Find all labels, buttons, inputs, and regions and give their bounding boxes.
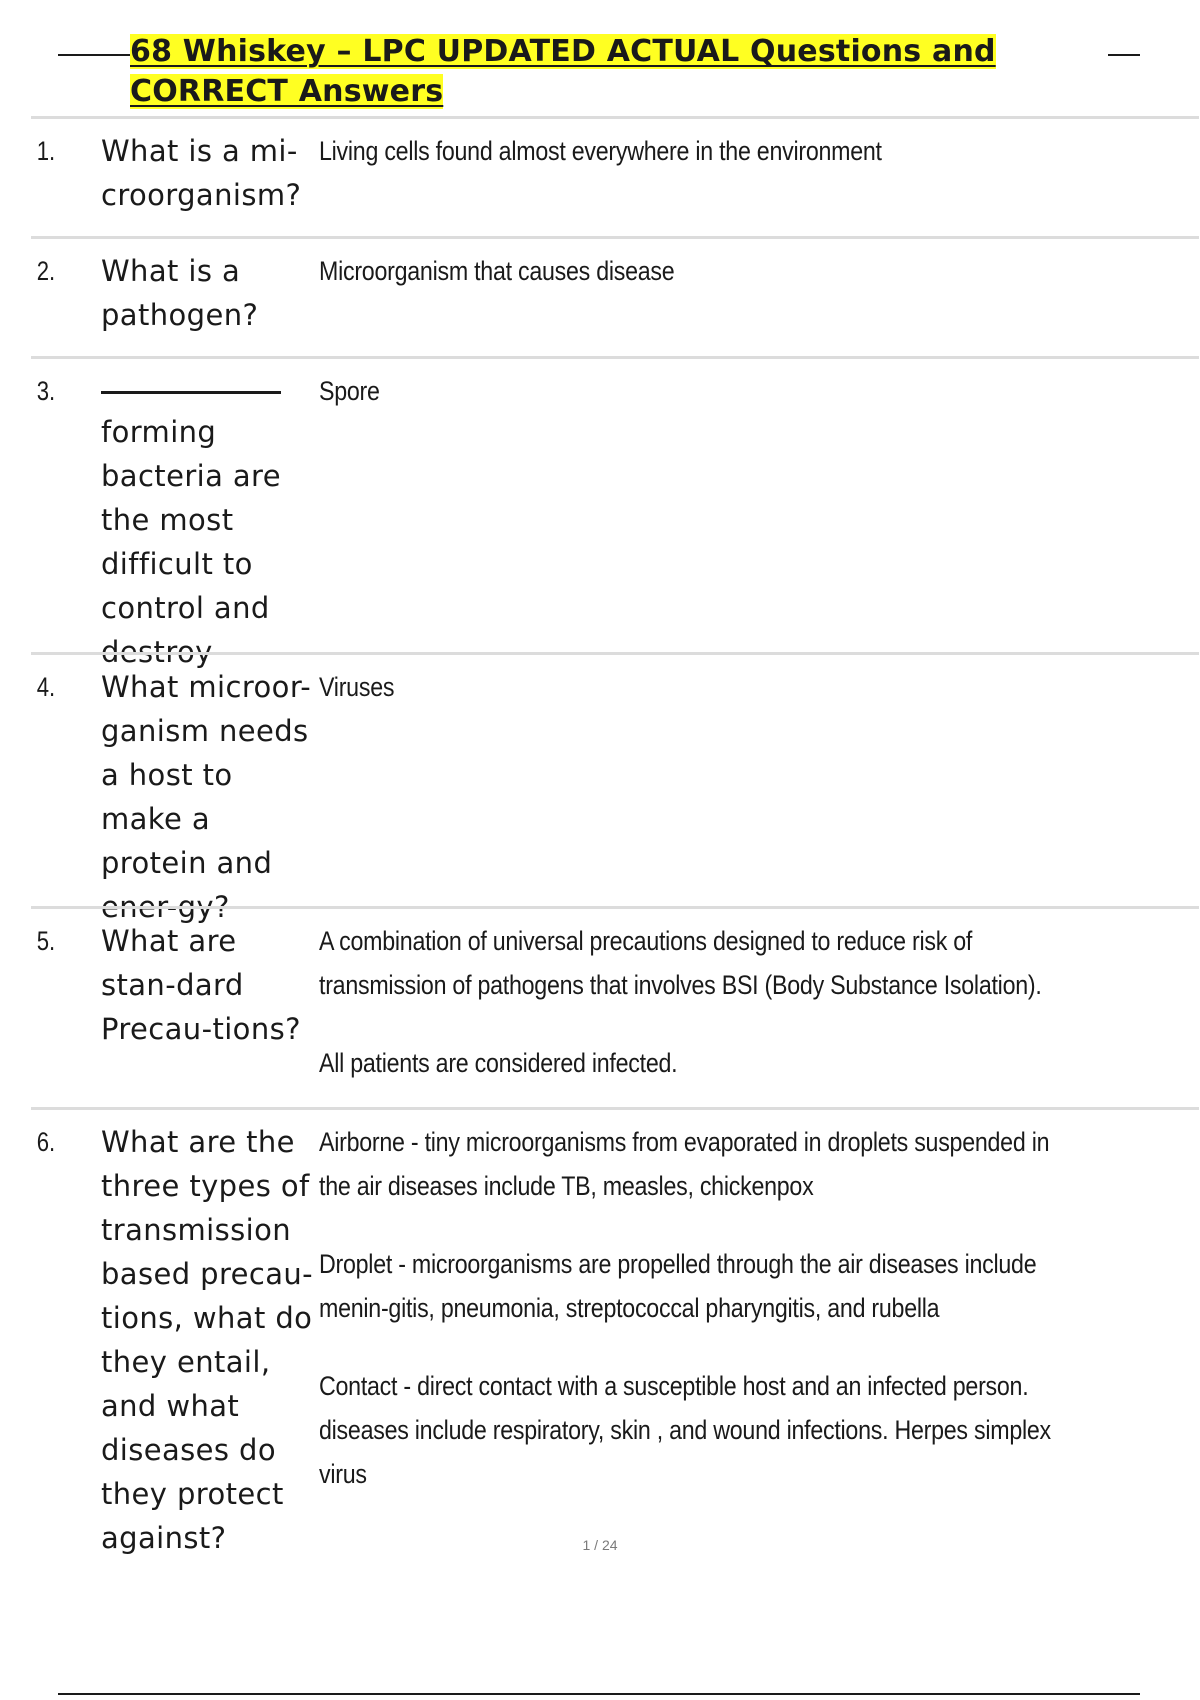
answer-cell (319, 119, 1076, 236)
answer-text: Contact - direct contact with a susceptible host and an infected person. diseases include respiratory, skin , and wound infections. Herpes simplex virus (319, 1371, 1051, 1489)
qa-row (31, 356, 1199, 669)
qa-row (31, 236, 1199, 356)
qa-row (31, 116, 1199, 236)
answer-cell (319, 359, 1076, 652)
page-indicator: 1 / 24 (582, 1537, 618, 1553)
answer-text: Viruses (319, 672, 395, 702)
question-text: What is a mi-croorganism? (100, 134, 302, 212)
question-text: What is a pathogen? (100, 254, 259, 332)
footer-rule (58, 1693, 1140, 1695)
question-text: forming bacteria are the most difficult to control and destroy (100, 415, 281, 669)
header-rule-right (1108, 54, 1140, 56)
question-number: 5. (36, 926, 56, 956)
answer-text: All patients are considered infected. (319, 1048, 678, 1078)
document-title: 68 Whiskey – LPC UPDATED ACTUAL Questions and CORRECT Answers (130, 34, 996, 109)
answer-text: Airborne - tiny microorganisms from evaporated in droplets suspended in the air diseases include TB, measles, chickenpox (319, 1127, 1050, 1201)
answer-text: Spore (319, 376, 380, 406)
fill-in-blank-line (101, 369, 281, 394)
answer-cell (319, 655, 1076, 906)
question-cell (100, 359, 319, 669)
question-number: 4. (36, 672, 56, 702)
qa-row (31, 652, 1199, 924)
question-text: What are stan-dard Precau-tions? (100, 924, 301, 1046)
answer-text: A combination of universal precautions designed to reduce risk of transmission of pathogens that involves BSI (Body Substance Isolation). (319, 926, 1042, 1000)
answer-text: Living cells found almost everywhere in the environment (319, 136, 882, 166)
question-number: 2. (36, 256, 56, 286)
answer-cell (319, 909, 1076, 1107)
answer-text: Microorganism that causes disease (319, 256, 675, 286)
answer-cell (319, 1110, 1076, 1520)
question-number: 1. (36, 136, 56, 166)
question-text: What are the three types of transmission based precau-tions, what do they entail, and what diseases do they protect against? (100, 1125, 314, 1555)
header-rule-left (58, 54, 130, 56)
question-number: 3. (36, 376, 56, 406)
answer-cell (319, 239, 1076, 356)
question-text: What microor-ganism needs a host to make a protein and ener-gy? (100, 670, 312, 924)
question-number: 6. (36, 1127, 56, 1157)
answer-text: Droplet - microorganisms are propelled through the air diseases include menin-gitis, pneumonia, streptococcal pharyngitis, and rubella (319, 1249, 1037, 1323)
qa-row (31, 906, 1199, 1107)
document-header (0, 30, 1200, 110)
